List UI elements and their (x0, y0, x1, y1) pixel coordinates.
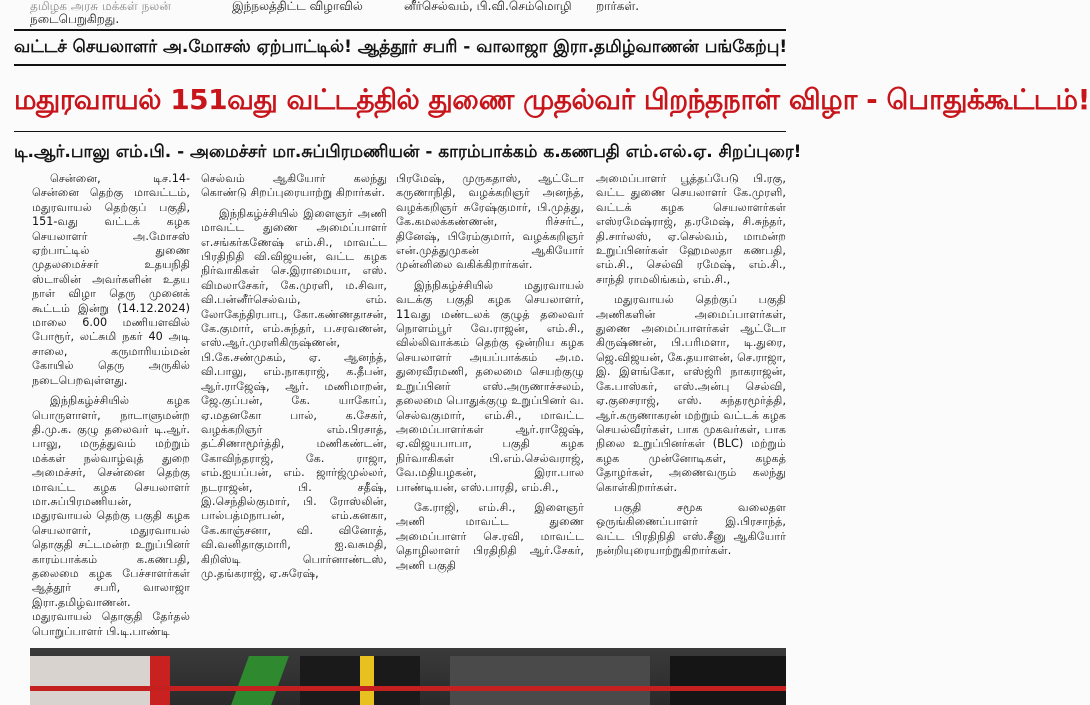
photo-banner-block (360, 656, 374, 705)
paragraph: மதுரவாயல் தெற்குப் பகுதி அணிகளின் அமைப்பாளர்கள், துணை அமைப்பாளர்கள் ஆட்டோ கிருஷ்ணன், பி.பரிமளா, டி.துரை, ஜெ.விஜயன், கே.தயாளன், செ.ராஜா, இ. இளங்கோ, எஸ்ஜ்ரி நாகராஜன், கே.பாஸ்கர், எஸ்.அன்பு செல்வி, ஏ.குசைராஜ், எஸ். சுந்தரமூர்த்தி, ஆர்.கருணாகரன் மற்றும் வட்டக் கழக செயல்வீரர்கள், பாக முகவர்கள், பாக நிலை உறுப்பினர்கள் (BLC) மற்றும் கழக முன்னோடிகள், கழகத் தோழர்கள், அணைவரும் கலந்து கொள்கிறார்கள். (596, 293, 786, 494)
strip-line: தமிழக அரசு மக்கள் நலன் (30, 0, 171, 13)
photo-banner-block (450, 656, 650, 705)
photo-banner-block (150, 656, 170, 705)
article-subheadline: டி.ஆர்.பாலு எம்.பி. - அமைச்சர் மா.சுப்பிரமணியன் - காரம்பாக்கம் க.கணபதி எம்.எல்.ஏ. சிறப்புரை! (14, 142, 802, 162)
paragraph: இந்நிகழ்ச்சியில் இளைஞர் அணி மாவட்ட துணை அமைப்பாளர் எ.சங்கர்கணேஷ் எம்.சி., மாவட்ட பிரதிநிதி வி.விஜயன், வட்ட கழக நிர்வாகிகள் செ.இராமையா, எஸ். விமலாசேகர், கே.முரளி, ம.சிவா, வி.பன்னீர்செல்வம், எம். லோகேந்திரபாபு, கோ.கண்ணதாசன், கே.குமார், எம்.சுந்தர், ப.சரவணன், எஸ்.ஆர்.முரளிகிருஷ்ணன், பி.கே.சண்முகம், ஏ. ஆனந்த், வி.பாலு, எம்.நாகராஜ், க.தீபன், ஆர்.ராஜேஷ், ஆர். மணிமாறன், ஜே.குப்பன், கே. யாகோப், ஏ.மதனகோ பால், க.சேகர், வழக்கறிஞர் எம்.பிரசாத், தட்சிணாமூர்த்தி, மணிகண்டன், கோவிந்தராஜ், கே. ராஜா, எம்.ஐயப்பன், எம். ஜார்ஜ்முல்லர், நடராஜன், பி. சதீஷ், இ.செந்தில்குமார், பி. ரோஸ்லின், பால்பத்மநாபன், எம்.கனகா, கே.காஞ்சனா, வி. வினோத், வி.வனிதாகுமாரி, ஐ.வசுமதி, கிறிஸ்டி பொர்னாண்டஸ், மு.தங்கராஜ், ஏ.சுரேஷ், (201, 206, 387, 580)
photo-banner-block (670, 656, 786, 705)
strip-column-3 (404, 0, 584, 13)
event-photo (30, 648, 786, 705)
paragraph: சென்னை, டிச.14- சென்னை தெற்கு மாவட்டம், மதுரவாயல் தெற்குப் பகுதி, 151-வது வட்டக் கழக செயலாளர் அ.மோசஸ் ஏற்பாட்டில் துணை முதலமைச்சர் உதயநிதி ஸ்டாலின் அவர்களின் உதய நாள் விழா தெரு முனைக் கூட்டம் இன்று (14.12.2024) மாலை 6.00 மணியளவில் போரூர், லட்சுமி நகர் 40 அடி சாலை, கருமாரியம்மன் கோயில் தெரு அருகில் நடைபெறவுள்ளது. (32, 172, 190, 387)
article-column-4 (596, 172, 786, 642)
strip-line: நடைபெறுகிறது. (30, 12, 120, 26)
top-rule (14, 29, 786, 31)
strip-column-2 (232, 0, 392, 13)
kicker-rule (14, 64, 786, 66)
strip-line: னீர்செல்வம், பி.வி.செம்மொழி (404, 0, 572, 13)
paragraph: பிரமேஷ், முருகதாஸ், ஆட்டோ கருணாநிதி, வழக்கறிஞர் அனந்த், வழக்கறிஞர் சுரேஷ்குமார், பி.முத்து, கே.கமலக்கண்ணன், ரிச்சர்ட், தினேஷ், பிரேம்குமார், வழக்கறிஞர் என்.முத்துமுகன் ஆகியோர் முன்னிலை வகிக்கிறார்கள். (396, 172, 584, 272)
paragraph: கே.ராஜி, எம்.சி., இளைஞர் அணி மாவட்ட துணை அமைப்பாளர் செ.ரவி, மாவட்ட தொழிலாளர் பிரதிநிதி ஆர்.சேகர், அணி பகுதி (396, 500, 584, 572)
photo-banner-block (231, 656, 289, 705)
paragraph: அமைப்பாளர் பூத்தப்பேடு பி.ரகு, வட்ட துணை செயலாளர் கே.முரளி, வட்டக் கழக செயலாளர்கள் எஸ்ரமேஷ்ராஜ், த.ரமேஷ், சி.சுந்தர், தி.சார்லஸ், ஏ.செல்வம், மாமன்ற உறுப்பினர்கள் ஹேமலதா கணபதி, எம்.சி., செல்வி ரமேஷ், எம்.சி., சாந்தி ராமலிங்கம், எம்.சி., (596, 172, 786, 286)
article-kicker: வட்டச் செயலாளர் அ.மோசஸ் ஏற்பாட்டில்! ஆத்தூர் சபரி - வாலாஜா இரா.தமிழ்வாணன் பங்கேற்பு! (14, 37, 788, 57)
photo-red-stripe (30, 686, 786, 691)
article-headline: மதுரவாயல் 151வது வட்டத்தில் துணை முதல்வர் பிறந்தநாள் விழா - பொதுக்கூட்டம்! (14, 83, 1090, 116)
headline-rule (14, 131, 786, 132)
photo-banner-block (30, 656, 150, 705)
strip-line: றார்கள். (596, 0, 640, 13)
article-column-1 (32, 172, 190, 642)
strip-column-1 (30, 0, 190, 26)
paragraph: இந்நிகழ்ச்சியில் கழக பொருளாளர், நாடாளுமன்ற தி.மு.க. குழு தலைவர் டி.ஆர். பாலு, மருத்துவம் மற்றும் மக்கள் நல்வாழ்வுத் துறை அமைச்சர், சென்னை தெற்கு மாவட்ட கழக செயலாளர் மா.சுப்பிரமணியன், மதுரவாயல் தெற்கு பகுதி கழக செயலாளர், மதுரவாயல் தொகுதி சட்டமன்ற உறுப்பினர் காரம்பாக்கம் க.கணபதி, தலைமை கழக பேச்சாளர்கள் ஆத்தூர் சபரி, வாலாஜா இரா.தமிழ்வாணன். மதுரவாயல் தொகுதி தேர்தல் பொறுப்பாளர் பி.டி.பாண்டி (32, 394, 190, 638)
strip-column-4 (596, 0, 786, 13)
article-column-3 (396, 172, 584, 642)
article-column-2 (201, 172, 387, 642)
paragraph: செல்வம் ஆகியோர் கலந்து கொண்டு சிறப்புரையாற்று கிறார்கள். (201, 172, 387, 200)
previous-article-strip (0, 0, 800, 27)
strip-line: இந்நலத்திட்ட விழாவில் (232, 0, 363, 13)
paragraph: பகுதி சமூக வலைதள ஒருங்கிணைப்பாளர் இ.பிரசாந்த், வட்ட பிரதிநிதி எஸ்.சீனு ஆகியோர் நன்றியுரையாற்றுகிறார்கள். (596, 500, 786, 558)
paragraph: இந்நிகழ்ச்சியில் மதுரவாயல் வடக்கு பகுதி கழக செயலாளர், 11வது மண்டலக் குழுத் தலைவர் நொளம்பூர் வே.ராஜன், எம்.சி., வில்லிவாக்கம் தெற்கு ஒன்றிய கழக செயலாளர் அயப்பாக்கம் அ.ம. துரைவீரமணி, தலைமை செயற்குழு உறுப்பினர் எஸ்.அருணாச்சலம், தலைமை பொதுக்குழு உறுப்பினர் வ. செல்வகுமார், எம்.சி., மாவட்ட அமைப்பாளர்கள் ஆர்.ராஜேஷ், ஏ.விஜயபாபா, பகுதி கழக நிர்வாகிகள் பி.எம்.செல்வராஜ், வே.மதியழகன், இரா.பால பாண்டியன், எஸ்.பாரதி, எம்.சி., (396, 278, 584, 494)
